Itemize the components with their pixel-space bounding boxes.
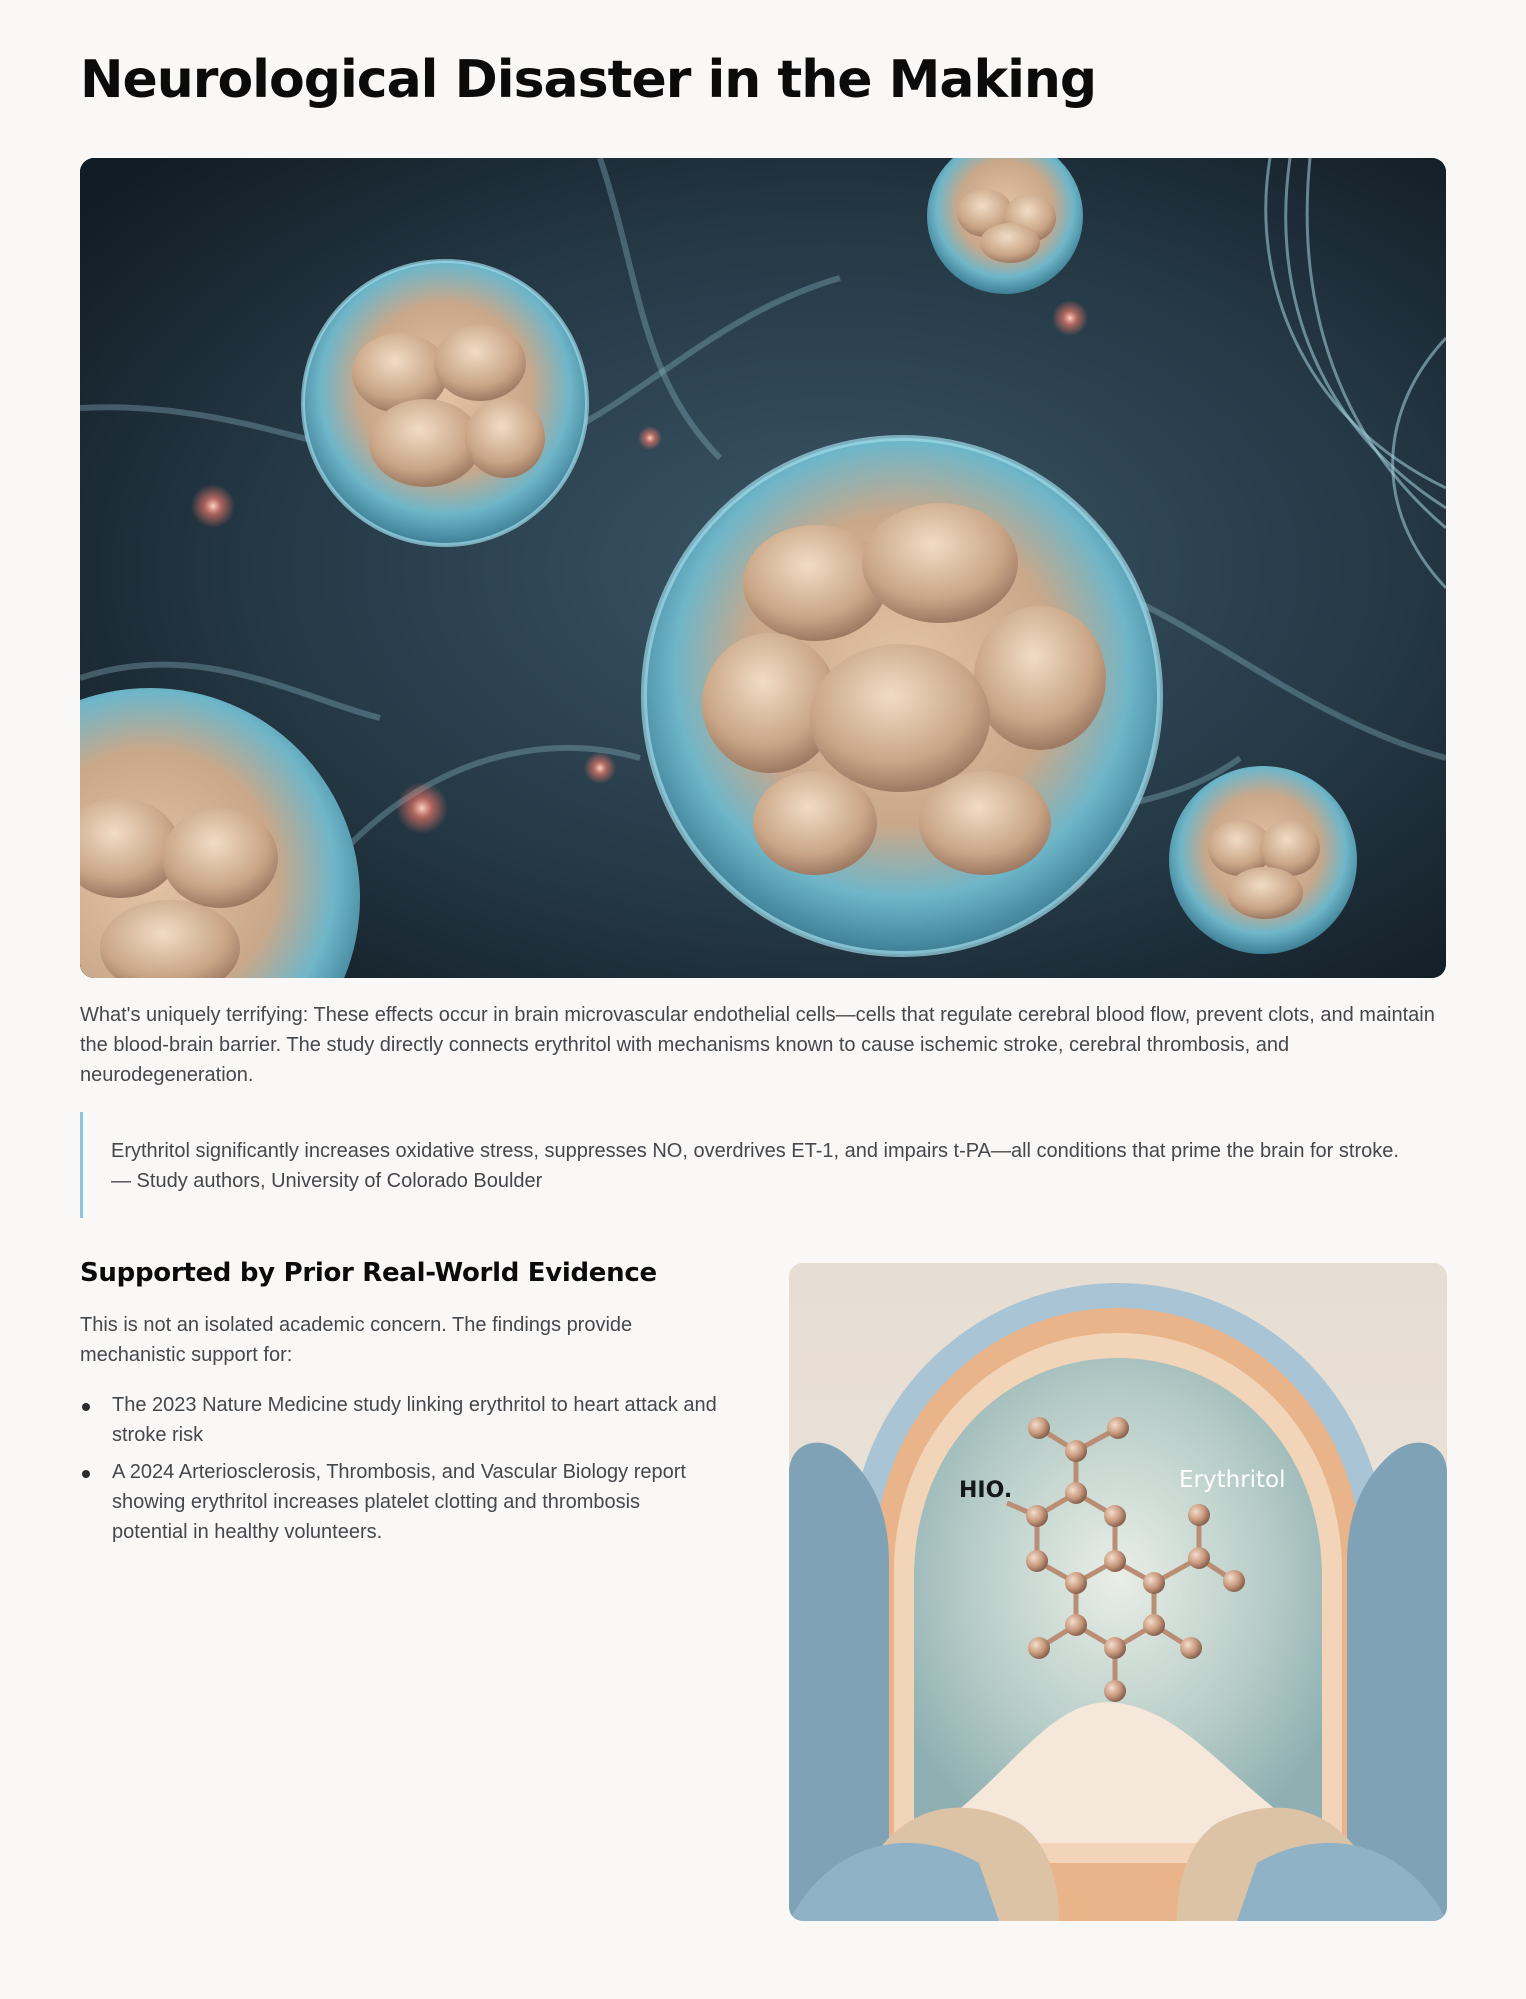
intro-paragraph: What's uniquely terrifying: These effects occur in brain microvascular endothelial cells—cells that regulate cerebral blood flow, prevent clots, and maintain the blood-brain barrier. The study directly connects erythritol with mechanisms known to cause ischemic stroke, cerebral thrombosis, and neurodegeneration. (80, 1004, 1435, 1086)
quote-attribution: — Study authors, University of Colorado Boulder (111, 1170, 543, 1192)
section-body: This is not an isolated academic concern. The findings provide mechanistic support for: (80, 1314, 633, 1366)
quote-text: Erythritol significantly increases oxidative stress, suppresses NO, overdrives ET-1, and impairs t-PA—all conditions that prime the brain for stroke. (111, 1140, 1399, 1162)
molecule-label-left: HIO. (959, 1478, 1013, 1503)
hero-image (80, 158, 1446, 978)
list-item (80, 1457, 720, 1547)
endothelial-cells-illustration-icon (80, 158, 1446, 978)
erythritol-molecule-illustration-icon (789, 1263, 1447, 1921)
page-title: Neurological Disaster in the Making (80, 50, 1097, 110)
molecule-image (789, 1263, 1447, 1921)
study-quote (80, 1112, 1446, 1218)
evidence-list (80, 1390, 720, 1554)
molecule-label-right: Erythritol (1179, 1467, 1286, 1493)
bullet-icon (82, 1403, 90, 1411)
bullet-icon (82, 1470, 90, 1478)
list-item-text: A 2024 Arteriosclerosis, Thrombosis, and Vascular Biology report showing erythritol increases platelet clotting and thrombosis potential in healthy volunteers. (112, 1461, 686, 1543)
list-item (80, 1390, 720, 1450)
section-title: Supported by Prior Real-World Evidence (80, 1258, 657, 1288)
list-item-text: The 2023 Nature Medicine study linking erythritol to heart attack and stroke risk (112, 1394, 717, 1446)
